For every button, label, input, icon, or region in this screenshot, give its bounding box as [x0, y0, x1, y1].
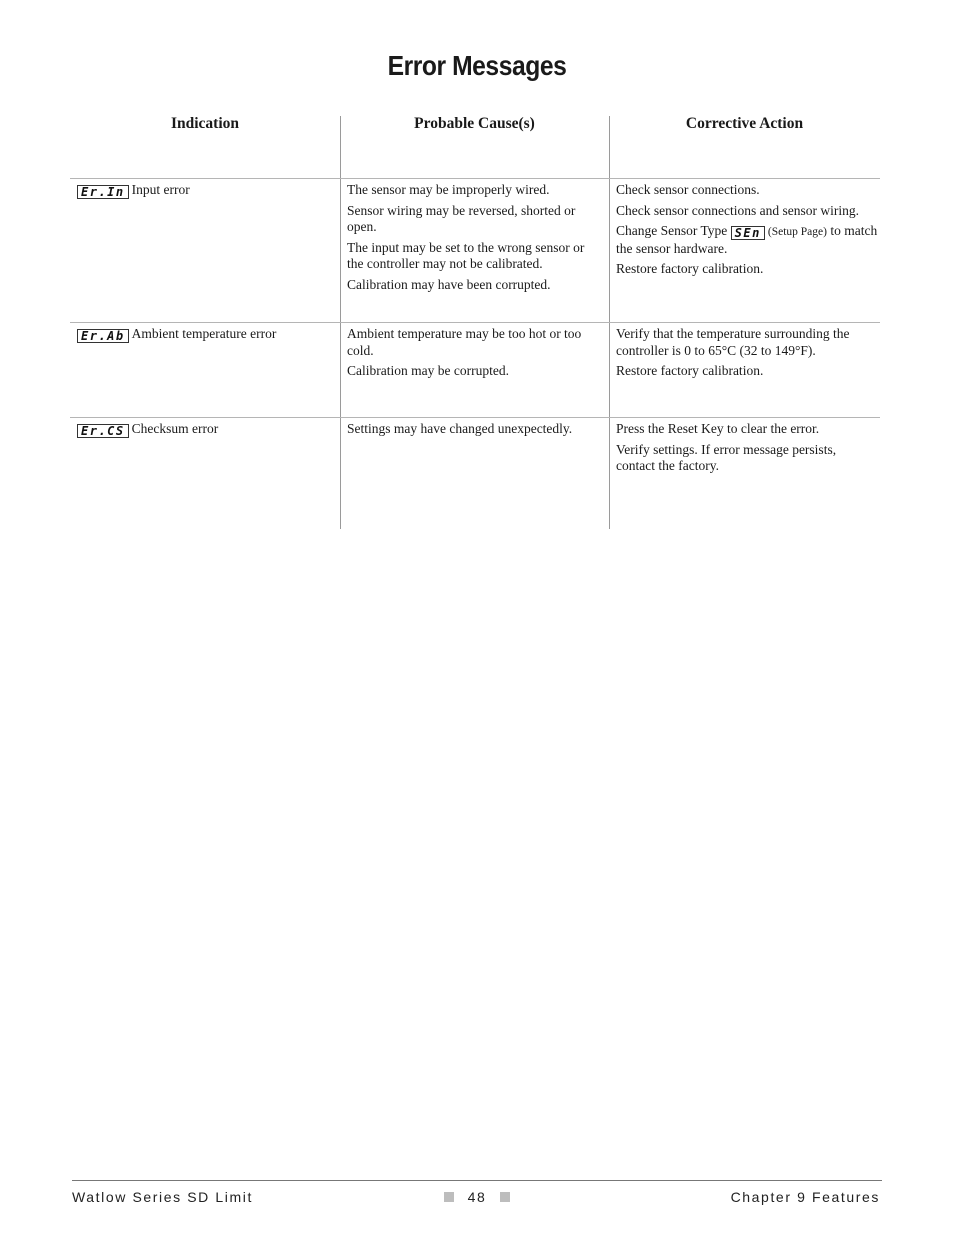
- cause-item: Settings may have changed unexpectedly.: [347, 421, 573, 436]
- action-item: [616, 223, 878, 257]
- action-item: Restore factory calibration.: [616, 261, 764, 276]
- table-row-actions: [616, 326, 878, 384]
- column-header-corrective-action: Corrective Action: [685, 115, 804, 132]
- footer-chapter: Chapter 9 Features: [730, 1189, 880, 1205]
- table-row-actions: [616, 182, 878, 282]
- cause-item: Ambient temperature may be too hot or too cold.: [347, 326, 582, 358]
- table-row-causes: [347, 421, 604, 442]
- action-item: Check sensor connections and sensor wiring.: [616, 202, 859, 218]
- column-header-indication: Indication: [170, 115, 240, 132]
- footer-divider: [72, 1180, 882, 1181]
- table-row-causes: [347, 326, 604, 384]
- lcd-code: SEn: [731, 226, 765, 240]
- square-bullet-icon: [444, 1192, 454, 1202]
- table-row-indication: [77, 326, 335, 343]
- row-divider: [70, 417, 880, 418]
- setup-page-reference: (Setup Page): [767, 226, 827, 238]
- cause-item: Calibration may be corrupted.: [347, 363, 509, 378]
- indication-text: Input error: [131, 182, 190, 197]
- cause-item: Sensor wiring may be reversed, shorted or open.: [347, 202, 576, 234]
- row-divider: [70, 178, 880, 179]
- cause-item: The input may be set to the wrong sensor or the controller may not be calibrated.: [347, 239, 585, 271]
- action-item: Restore factory calibration.: [616, 363, 764, 378]
- cause-item: The sensor may be improperly wired.: [347, 182, 550, 197]
- lcd-code: Er.Ab: [77, 329, 129, 343]
- table-row-actions: [616, 421, 878, 479]
- column-header-probable-cause: Probable Cause(s): [414, 115, 535, 132]
- cause-item: Calibration may have been corrupted.: [347, 276, 551, 292]
- action-item: Press the Reset Key to clear the error.: [616, 421, 820, 436]
- lcd-code: Er.CS: [77, 424, 129, 438]
- table-row-causes: [347, 182, 604, 297]
- square-bullet-icon: [500, 1192, 510, 1202]
- indication-text: Ambient temperature error: [131, 326, 277, 341]
- action-text: to match the sensor hardware.: [616, 223, 878, 256]
- action-text: Change Sensor Type: [616, 223, 728, 238]
- action-item: Verify settings. If error message persists, contact the factory.: [616, 441, 837, 473]
- table-row-indication: [77, 182, 335, 199]
- table-row-indication: [77, 421, 335, 438]
- page-title: Error Messages: [387, 50, 567, 81]
- action-item: Check sensor connections.: [616, 182, 760, 197]
- action-item: Verify that the temperature surrounding the controller is 0 to 65°C (32 to 149°F).: [616, 326, 850, 358]
- lcd-code: Er.In: [77, 185, 129, 199]
- indication-text: Checksum error: [131, 421, 219, 436]
- page-number: 48: [467, 1189, 487, 1205]
- row-divider: [70, 322, 880, 323]
- footer-product-name: Watlow Series SD Limit: [72, 1189, 253, 1205]
